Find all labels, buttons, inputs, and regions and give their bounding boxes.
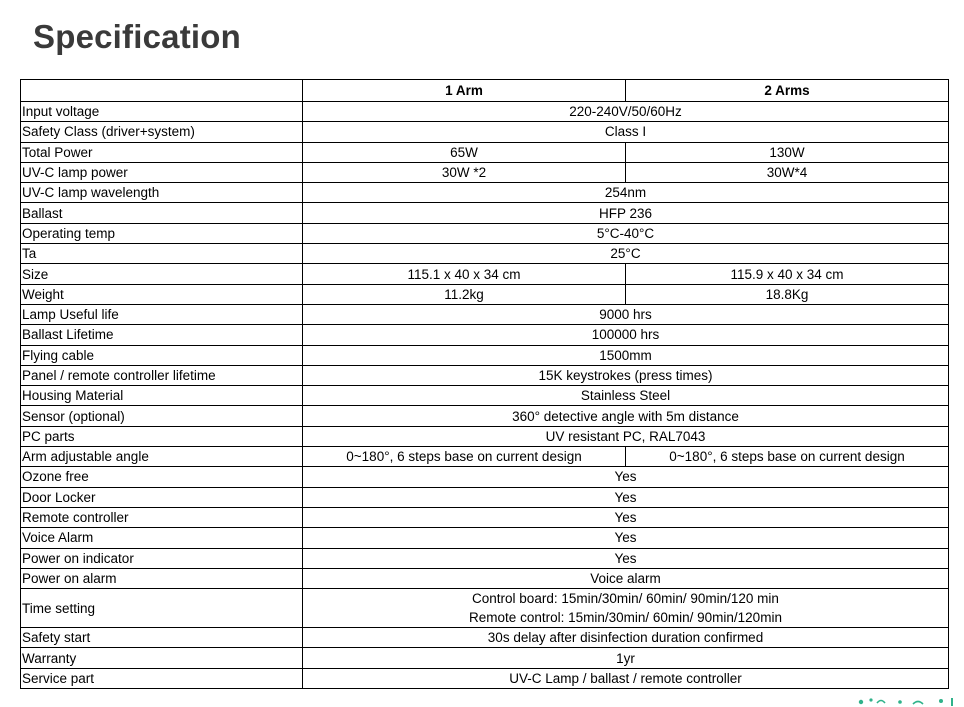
row-value: 100000 hrs — [303, 325, 949, 345]
row-value: 1yr — [303, 648, 949, 668]
table-row — [21, 142, 949, 162]
row-label-service-part: Service part — [21, 668, 303, 688]
table-row — [21, 548, 949, 568]
table-row — [21, 284, 949, 304]
table-row — [21, 365, 949, 385]
row-label-pc-parts: PC parts — [21, 426, 303, 446]
row-value: Voice alarm — [303, 568, 949, 588]
row-label-ballast: Ballast — [21, 203, 303, 223]
spec-table-body — [21, 80, 949, 689]
row-value: UV-C Lamp / ballast / remote controller — [303, 668, 949, 688]
table-row — [21, 203, 949, 223]
table-row — [21, 507, 949, 527]
row-value: Yes — [303, 467, 949, 487]
row-value: 360° detective angle with 5m distance — [303, 406, 949, 426]
table-row — [21, 648, 949, 668]
row-label-door-locker: Door Locker — [21, 487, 303, 507]
row-label-power-on-alarm: Power on alarm — [21, 568, 303, 588]
spec-table — [20, 79, 949, 689]
table-row — [21, 345, 949, 365]
row-label-weight: Weight — [21, 284, 303, 304]
row-label-ballast-lifetime: Ballast Lifetime — [21, 325, 303, 345]
table-row — [21, 386, 949, 406]
row-label-warranty: Warranty — [21, 648, 303, 668]
header-cell-blank — [21, 80, 303, 102]
table-row — [21, 162, 949, 182]
row-label-total-power: Total Power — [21, 142, 303, 162]
table-row — [21, 304, 949, 324]
row-label-input-voltage: Input voltage — [21, 102, 303, 122]
row-value: 18.8Kg — [626, 284, 949, 304]
row-value: Stainless Steel — [303, 386, 949, 406]
row-value: 1500mm — [303, 345, 949, 365]
table-row — [21, 568, 949, 588]
row-value: 254nm — [303, 183, 949, 203]
row-label-operating-temp: Operating temp — [21, 223, 303, 243]
row-value: 5°C-40°C — [303, 223, 949, 243]
row-value: Yes — [303, 507, 949, 527]
table-row — [21, 467, 949, 487]
table-row — [21, 183, 949, 203]
row-label-ta: Ta — [21, 244, 303, 264]
row-label-safety-start: Safety start — [21, 628, 303, 648]
table-row — [21, 628, 949, 648]
row-label-lamp-useful-life: Lamp Useful life — [21, 304, 303, 324]
table-row — [21, 244, 949, 264]
row-label-remote-controller: Remote controller — [21, 507, 303, 527]
row-label-power-on-indicator: Power on indicator — [21, 548, 303, 568]
row-value: HFP 236 — [303, 203, 949, 223]
row-value: 115.9 x 40 x 34 cm — [626, 264, 949, 284]
row-value: Class I — [303, 122, 949, 142]
row-value: 220-240V/50/60Hz — [303, 102, 949, 122]
table-row — [21, 223, 949, 243]
row-value: 65W — [303, 142, 626, 162]
table-row — [21, 447, 949, 467]
table-row — [21, 122, 949, 142]
row-label-sensor-optional: Sensor (optional) — [21, 406, 303, 426]
row-label-panel-remote-controller-lifetime: Panel / remote controller lifetime — [21, 365, 303, 385]
row-value: 15K keystrokes (press times) — [303, 365, 949, 385]
row-value: 130W — [626, 142, 949, 162]
row-value: 30W *2 — [303, 162, 626, 182]
row-value: 11.2kg — [303, 284, 626, 304]
row-value: 0~180°, 6 steps base on current design — [303, 447, 626, 467]
row-label-arm-adjustable-angle: Arm adjustable angle — [21, 447, 303, 467]
brand-mark-fragment — [855, 690, 960, 707]
row-label-ozone-free: Ozone free — [21, 467, 303, 487]
row-label-voice-alarm: Voice Alarm — [21, 528, 303, 548]
table-row — [21, 325, 949, 345]
page-title: Specification — [33, 18, 241, 55]
table-row — [21, 589, 949, 628]
row-value: Control board: 15min/30min/ 60min/ 90min/120 min Remote control: 15min/30min/ 60min/ 90min/120min — [303, 589, 949, 628]
row-label-housing-material: Housing Material — [21, 386, 303, 406]
row-value: 30s delay after disinfection duration confirmed — [303, 628, 949, 648]
table-row — [21, 102, 949, 122]
row-label-flying-cable: Flying cable — [21, 345, 303, 365]
row-value: Yes — [303, 528, 949, 548]
row-value: 25°C — [303, 244, 949, 264]
table-row — [21, 668, 949, 688]
row-value: Yes — [303, 487, 949, 507]
table-row — [21, 487, 949, 507]
row-label-uv-c-lamp-wavelength: UV-C lamp wavelength — [21, 183, 303, 203]
row-value: 115.1 x 40 x 34 cm — [303, 264, 626, 284]
row-value: UV resistant PC, RAL7043 — [303, 426, 949, 446]
row-label-size: Size — [21, 264, 303, 284]
table-row — [21, 264, 949, 284]
row-value: 0~180°, 6 steps base on current design — [626, 447, 949, 467]
row-label-time-setting: Time setting — [21, 589, 303, 628]
row-value: 30W*4 — [626, 162, 949, 182]
row-value: Yes — [303, 548, 949, 568]
row-value: 9000 hrs — [303, 304, 949, 324]
table-header-row — [21, 80, 949, 102]
column-header: 1 Arm — [303, 80, 626, 102]
table-row — [21, 426, 949, 446]
column-header: 2 Arms — [626, 80, 949, 102]
table-row — [21, 406, 949, 426]
row-label-safety-class-driver-system: Safety Class (driver+system) — [21, 122, 303, 142]
table-row — [21, 528, 949, 548]
row-label-uv-c-lamp-power: UV-C lamp power — [21, 162, 303, 182]
